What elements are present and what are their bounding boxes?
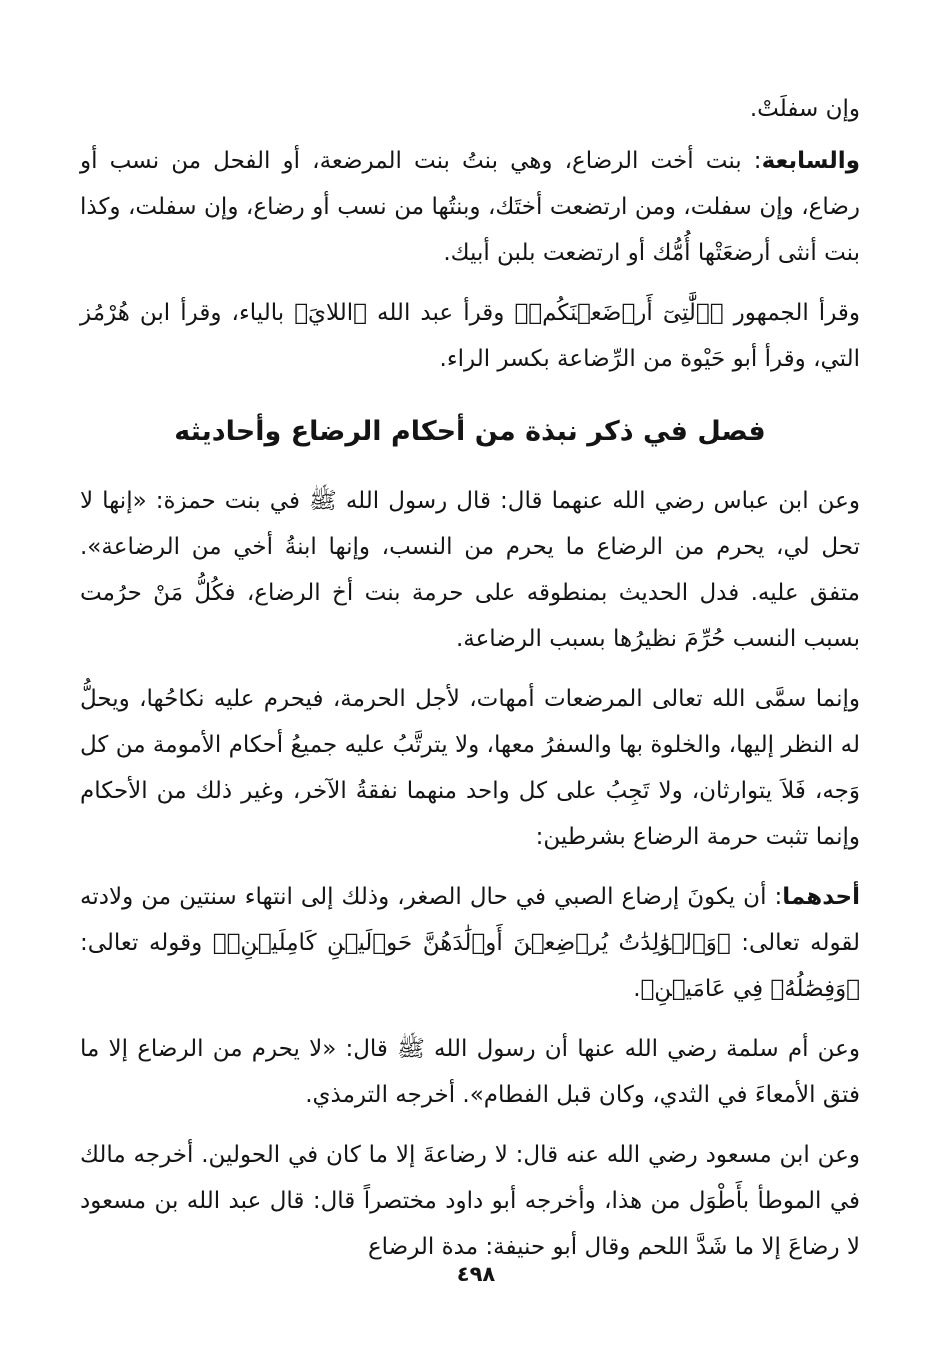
paragraph-3 (80, 290, 860, 382)
paragraph-6-lead: أحدهما (782, 884, 860, 910)
paragraph-2 (80, 138, 860, 276)
paragraph-8-text: وعن ابن مسعود رضي الله عنه قال: لا رضاعةَ إلا ما كان في الحولين. أخرجه مالك في الموطأ بأَطْوَل من هذا، وأخرجه أبو داود مختصراً قال: قال عبد الله بن مسعود لا رضاعَ إلا ما شَدَّ اللحم وقال أبو حنيفة: مدة الرضاع (80, 1142, 860, 1260)
paragraph-1-text: وإن سفلَتْ. (749, 96, 860, 122)
paragraph-8 (80, 1132, 860, 1270)
paragraph-5 (80, 676, 860, 860)
page-number: ٤٩٨ (456, 1262, 496, 1286)
paragraph-5-text: وإنما سمَّى الله تعالى المرضعات أمهات، لأجل الحرمة، فيحرم عليه نكاحُها، ويحلُّ له النظر إليها، والخلوة بها والسفرُ معها، ولا يترتَّبُ عليه جميعُ أحكام الأمومة من كل وَجه، فَلاَ يتوارثان، ولا تَجِبُ على كل واحد منهما نفقةُ الآخر، وغير ذلك من الأحكام وإنما تثبت حرمة الرضاع بشرطين: (80, 686, 860, 850)
paragraph-2-text: : بنت أخت الرضاع، وهي بنتُ بنت المرضعة، أو الفحل من نسب أو رضاع، وإن سفلت، ومن ارتضعت أختَك، وبنتُها من نسب أو رضاع، وإن سفلت، وكذا بنت أنثى أرضعَتْها أُمُّك أو ارتضعت بلبن أبيك. (80, 148, 860, 266)
paragraph-3-text: وقرأ الجمهور ﴿ٱلَّٰتِىٓ أَرۡضَعۡنَكُمۡ﴾ وقرأ عبد الله ﴿اللايَ﴾ بالياء، وقرأ ابن هُرْمُز التي، وقرأ أبو حَيْوة من الرِّضاعة بكسر الراء. (80, 300, 860, 372)
page-body (80, 86, 860, 1284)
paragraph-1 (80, 86, 860, 132)
paragraph-6 (80, 874, 860, 1012)
paragraph-6-text: : أن يكونَ إرضاع الصبي في حال الصغر، وذلك إلى انتهاء سنتين من ولادته لقوله تعالى: ﴿وَٱلۡوَٰلِدَٰتُ يُرۡضِعۡنَ أَوۡلَٰدَهُنَّ حَوۡلَيۡنِ كَامِلَيۡنِۖ﴾ وقوله تعالى: ﴿وَفِصَٰلُهُۥ فِي عَامَيۡنِ﴾. (80, 884, 860, 1002)
paragraph-4 (80, 478, 860, 662)
paragraph-7 (80, 1026, 860, 1118)
section-heading: فصل في ذكر نبذة من أحكام الرضاع وأحاديثه (174, 416, 766, 447)
paragraph-2-lead: والسابعة (761, 148, 860, 174)
paragraph-4-text: وعن ابن عباس رضي الله عنهما قال: قال رسول الله ﷺ في بنت حمزة: «إنها لا تحل لي، يحرم من الرضاع ما يحرم من النسب، وإنها ابنةُ أخي من الرضاعة». متفق عليه. فدل الحديث بمنطوقه على حرمة بنت أخ الرضاع، فكُلُّ مَنْ حرُمت بسبب النسب حُرِّمَ نظيرُها بسبب الرضاعة. (80, 488, 860, 652)
paragraph-7-text: وعن أم سلمة رضي الله عنها أن رسول الله ﷺ قال: «لا يحرم من الرضاع إلا ما فتق الأمعاءَ في الثدي، وكان قبل الفطام». أخرجه الترمذي. (80, 1036, 860, 1108)
